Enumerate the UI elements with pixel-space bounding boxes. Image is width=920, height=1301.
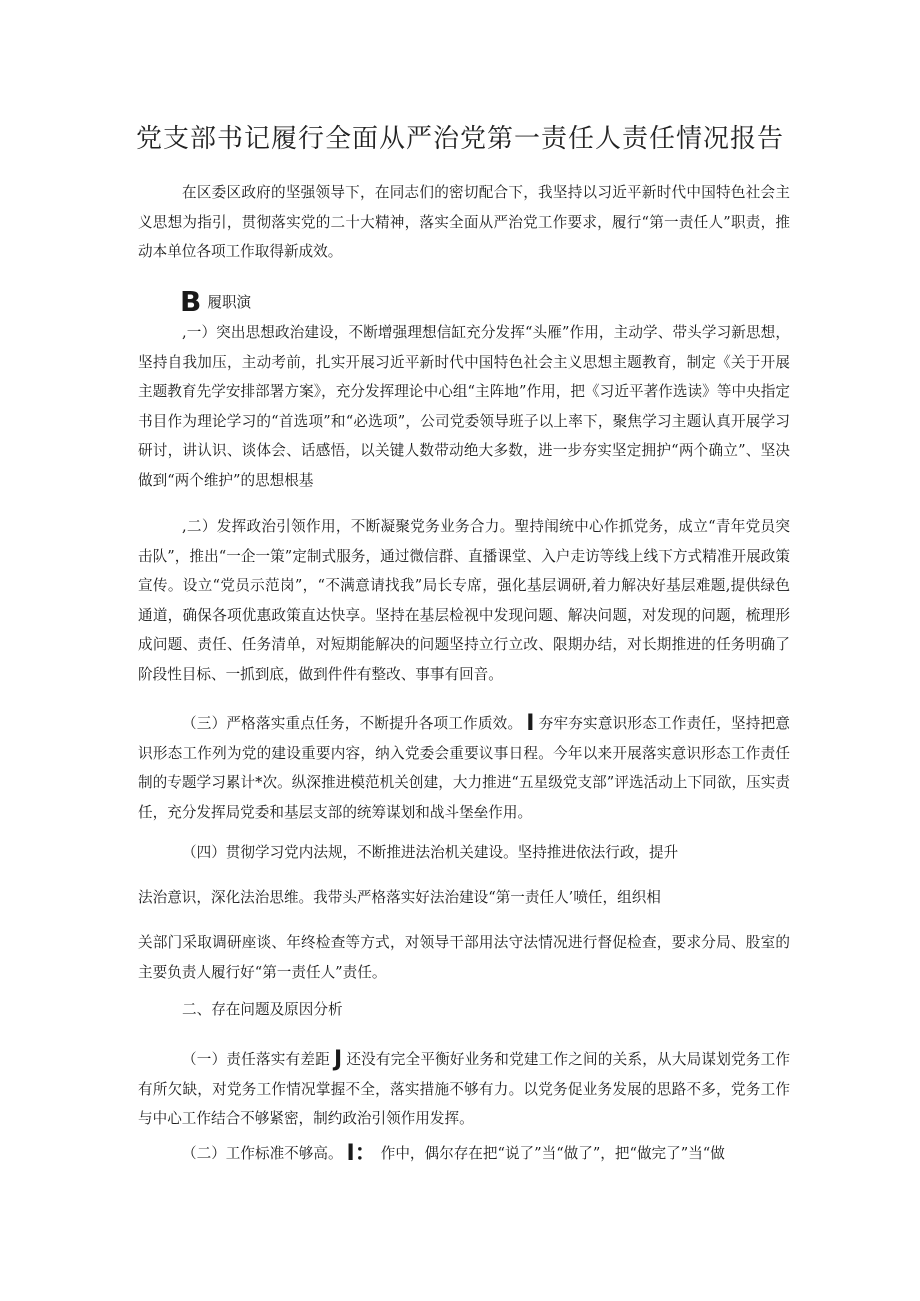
paragraph-3-lead: （三）严格落实重点任务，不断提升各项工作质效。 xyxy=(182,715,523,732)
paragraph-5-mark: J xyxy=(333,1047,343,1072)
paragraph-5 xyxy=(138,1043,790,1134)
paragraph-6-body: 作中，偶尔存在把“说了”当“做了”，把“做完了”当“做 xyxy=(380,1145,725,1162)
paragraph-5-body: 还没有完全平衡好业务和党建工作之间的关系，从大局谋划党务工作有所欠缺，对党务工作情况掌握不全，落实措施不够有力。以党务促业务发展的思路不多，党务工作与中心工作结合不够紧密，制约政治引领作用发挥。 xyxy=(138,1051,790,1128)
paragraph-5-lead: （一）责任落实有差距 xyxy=(182,1051,330,1068)
paragraph-3-mark: I xyxy=(526,711,535,736)
paragraph-3 xyxy=(138,707,790,827)
intro-paragraph: 在区委区政府的坚强领导下，在同志们的密切配合下，我坚持以习近平新时代中国特色社会主义思想为指引，贯彻落实党的二十大精神，落实全面从严治党工作要求，履行“第一责任人”职责，推动本单位各项工作取得新成效。 xyxy=(138,184,790,261)
paragraph-4-line2: 法治意识，深化法治思维。我带头严格落实好法治建设“第一责任人’喷任，组织相 xyxy=(138,889,661,906)
paragraph-3-body: 夯牢夯实意识形态工作责任，坚持把意识形态工作列为党的建设重要内容，纳入党委会重要议事日程。今年以来开展落实意识形态工作责任制的专题学习累计*次。纵深推进模范机关创建，大力推进“五星级党支部”评选活动上下同欲，压实责任，充分发挥局党委和基层支部的统筹谋划和战斗堡垒作用。 xyxy=(138,715,790,821)
paragraph-6-lead: （二）工作标准不够高。 xyxy=(182,1145,343,1162)
paragraph-4-line1: （四）贯彻学习党内法规，不断推进法治机关建设。坚持推进依法行政，提升 xyxy=(182,844,679,861)
section1-heading xyxy=(180,283,832,318)
paragraph-1: ,一）突出思想政治建设，不断增强理想信缸充分发挥“头雁”作用，主动学、带头学习新思想，坚持自我加压，主动考前，扎实开展习近平新时代中国特色社会主义思想主题教育，制定《关于开展主题教育先学安排部署方案》，充分发挥理论中心组“主阵地”作用，把《习近平著作选读》等中央指定书目作为理论学习的“首选项”和“必选项”，公司党委领导班子以上率下，聚焦学习主题认真开展学习研讨，讲认识、谈体会、话感悟，以关键人数带动绝大多数，进一步夯实坚定拥护“两个确立”、坚决做到“两个维护”的思想根基 xyxy=(138,324,790,489)
paragraph-6 xyxy=(138,1137,790,1169)
paragraph-2: ,二）发挥政治引领作用，不断凝聚党务业务合力。聖持闱统中心作抓党务，成立“青年党员突击队”，推出“一企一策”定制式服务，通过微信群、直播课堂、入户走访等线上线下方式精准开展政策宣传。设立“党员示范岗”，“不满意请找我”局长专席，强化基层调研,着力解决好基层难题,提供绿色通道，确保各项优惠政策直达快享。坚持在基层检视中发现问题、解决问题，对发现的问题，梳理形成问题、责任、任务清单，对短期能解决的问题坚持立行立改、限期办结，对长期推进的任务明确了阶段性目标、一抓到底，做到件件有整改、事事有回音。 xyxy=(138,518,790,683)
paragraph-6-mark: I： xyxy=(346,1141,377,1166)
section1-mark: B xyxy=(180,285,202,318)
page-title: 党支部书记履行全面从严治党第一责任人责任情况报告 xyxy=(135,124,784,154)
section1-heading-text: 履职演 xyxy=(207,294,252,311)
paragraph-4-line3: 关部门采取调研座谈、年终检查等方式，对领导干部用法守法情况进行督促检查，要求分局、股室的主要负责人履行好“第一责任人”责任。 xyxy=(138,934,790,981)
section2-heading: 二、存在问题及原因分析 xyxy=(182,1001,343,1018)
